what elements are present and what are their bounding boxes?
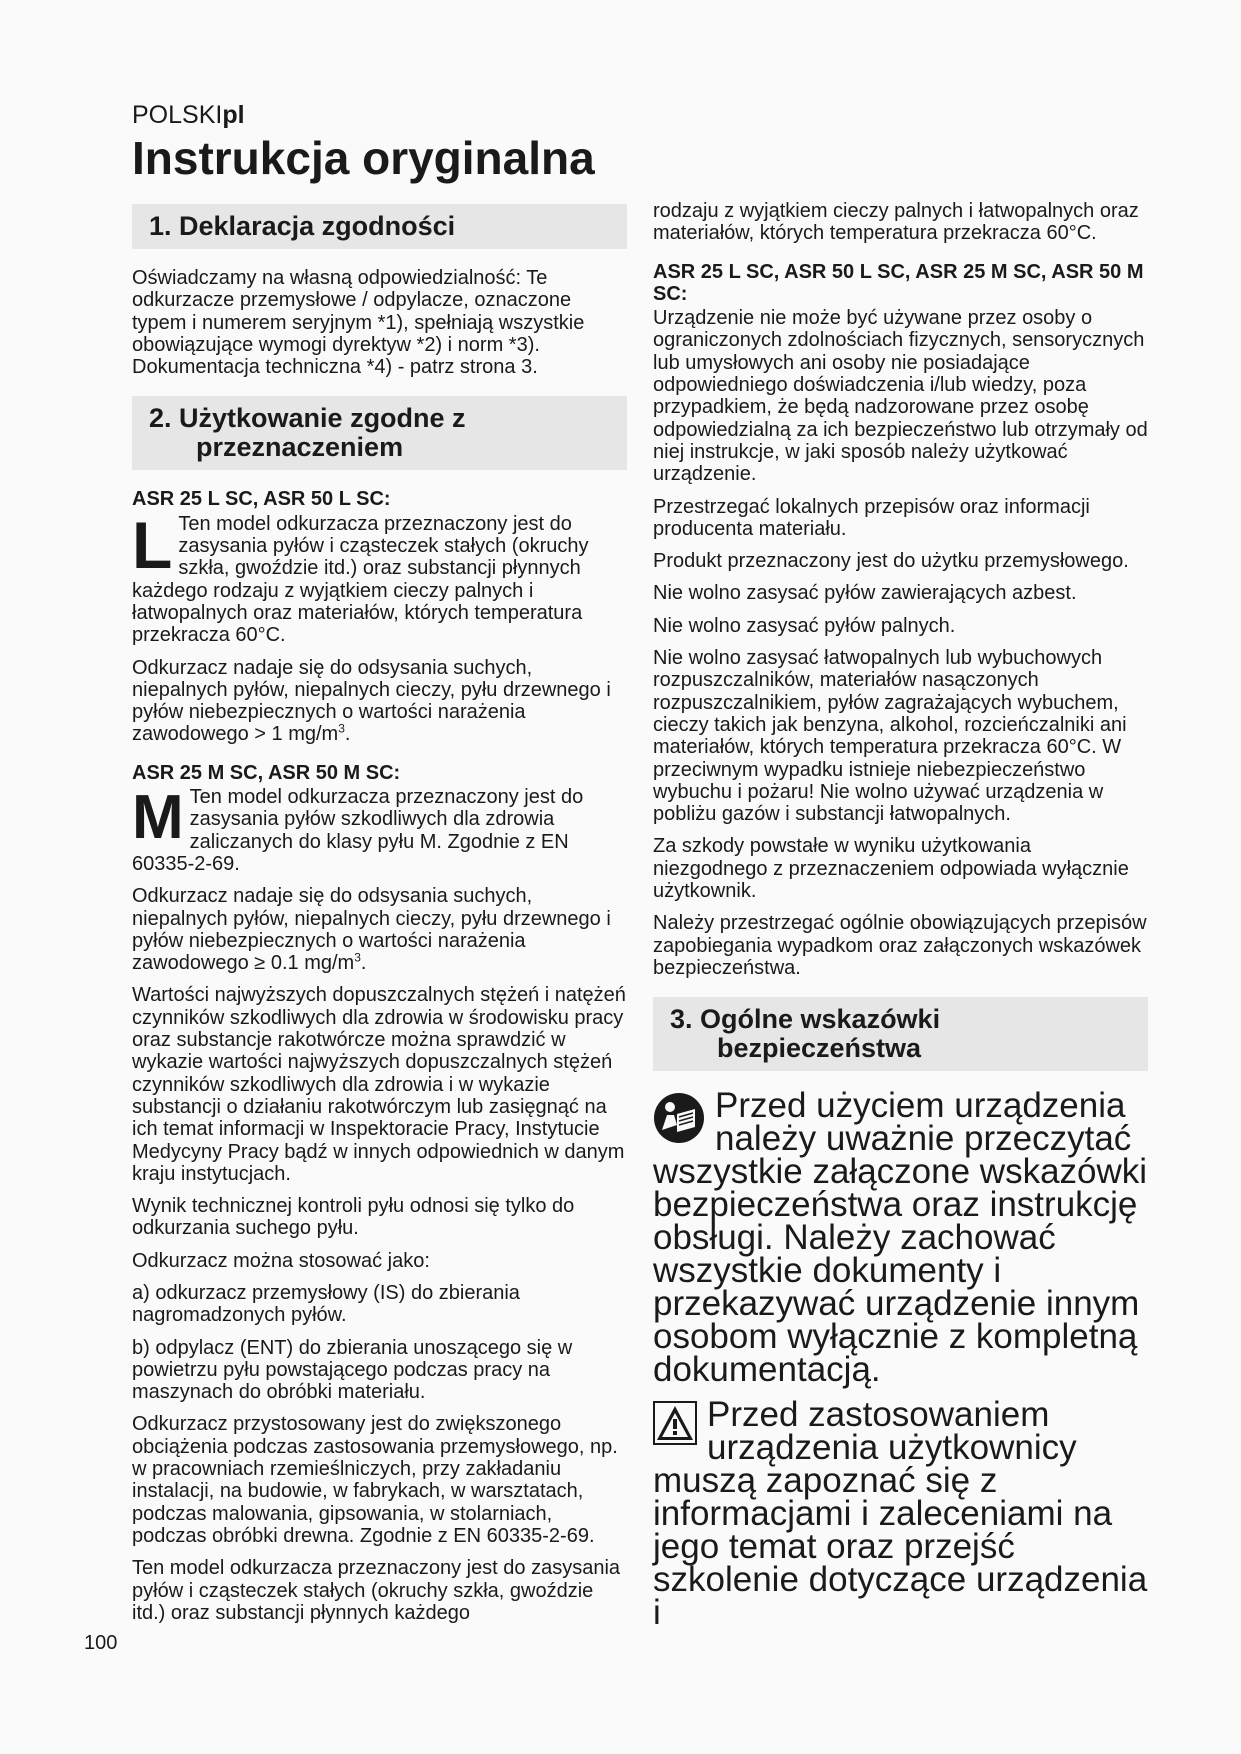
language-label: POLSKIpl (132, 101, 245, 129)
dust-class-l-icon: L (132, 507, 173, 582)
m-suction-text: Odkurzacz nadaje się do odsysania suchych, niepalnych pyłów, niepalnych cieczy, pyłu drzewnego i pyłów niebezpiecznych o wartości narażenia zawodowego ≥ 0.1 $mg/m^3$. (132, 885, 611, 975)
read-manual-icon (653, 1092, 705, 1149)
adapted-text: Odkurzacz przystosowany jest do zwiększonego obciążenia podczas zastosowania przemysłowego, np. w pracowniach rzemieślniczych, przy zakładaniu instalacji, na budowie, w fabrykach, w warsztatach, podczas malowania, gipsowania, w stolarniach, podczas obróbki drewna. Zgodnie z EN 60335-2-69. (132, 1413, 618, 1547)
subheading-all-models: ASR 25 L SC, ASR 50 L SC, ASR 25 M SC, ASR 50 M SC: (653, 260, 1144, 305)
dust-test-text: Wynik technicznej kontroli pyłu odnosi się tylko do odkurzania suchego pyłu. (132, 1195, 575, 1240)
m-class-text: M Ten model odkurzacza przeznaczony jest do zasysania pyłów szkodliwych dla zdrowia zaliczanych do klasy pyłu M. Zgodnie z EN 60335-2-69. (132, 783, 584, 875)
accident-rules-text: Należy przestrzegać ogólnie obowiązujących przepisów zapobiegania wypadkom oraz załączonych wskazówek bezpieczeństwa. (653, 912, 1147, 979)
declaration-text: Oświadczamy na własną odpowiedzialność: Te odkurzacze przemysłowe / odpylacze, oznaczone typem i numerem seryjnym *1), spełniają wszystkie obowiązujące wymogi dyrektyw *2) i norm *3). Dokumentacja techniczna *4) - patrz strona 3. (132, 267, 585, 379)
asbestos-text: Nie wolno zasysać pyłów zawierających azbest. (653, 582, 1077, 605)
right-column (653, 200, 1148, 1641)
persons-text: Urządzenie nie może być używane przez osoby o ograniczonych zdolnościach fizycznych, sensorycznych lub umysłowych ani osoby nie posiadające odpowiedniego doświadczenia i/lub wiedzy, poza przypadkiem, że będą nadzorowane przez osobę odpowiedzialną za ich bezpieczeństwo lub otrzymały od niej instrukcje, w jaki sposób należy użytkować urządzenie. (653, 307, 1148, 486)
subheading-l-models: ASR 25 L SC, ASR 50 L SC: (132, 488, 391, 511)
section-1-heading: 1. Deklaracja zgodności (132, 204, 627, 249)
usage-b: b) odpylacz (ENT) do zbierania unoszącego się w powietrzu pyłu powstającego podczas pracy na maszynach do obróbki materiału. (132, 1336, 573, 1404)
flammable-dust-text: Nie wolno zasysać pyłów palnych. (653, 614, 956, 637)
usage-intro: Odkurzacz można stosować jako: (132, 1249, 430, 1272)
dust-class-m-icon: M (132, 783, 184, 853)
l-class-text: L Ten model odkurzacza przeznaczony jest do zasysania pyłów i cząsteczek stałych (okruchy szkła, gwoździe itd.) oraz substancji płynnych każdego rodzaju z wyjątkiem cieczy palnych i łatwopalnych oraz materiałów, których temperatura przekracza 60°C. (132, 507, 589, 647)
warning-triangle-icon (653, 1401, 697, 1450)
industrial-text: Produkt przeznaczony jest do użytku przemysłowego. (653, 550, 1129, 573)
training-warning: Przed zastosowaniem urządzenia użytkownicy muszą zapoznać się z informacjami i zaleceniami na jego temat oraz przejść szkolenie dotyczące urządzenia i (653, 1395, 1148, 1633)
damage-text: Za szkody powstałe w wyniku użytkowania niezgodnego z przeznaczeniem odpowiada wyłącznie użytkownik. (653, 835, 1129, 903)
read-manual-warning: Przed użyciem urządzenia należy uważnie przeczytać wszystkie załączone wskazówki bezpieczeństwa oraz instrukcję obsługi. Należy zachować wszystkie dokumenty i przekazywać urządzenie innym osobom wyłącznie z kompletną dokumentacją. (653, 1086, 1148, 1390)
page-number: 100 (84, 1632, 118, 1654)
continued-text: rodzaju z wyjątkiem cieczy palnych i łatwopalnych oraz materiałów, których temperatura przekracza 60°C. (653, 200, 1139, 245)
model-text: Ten model odkurzacza przeznaczony jest do zasysania pyłów i cząsteczek stałych (okruchy szkła, gwoździe itd.) oraz substancji płynnych każdego (132, 1557, 621, 1624)
section-3-heading: 3. Ogólne wskazówki bezpieczeństwa (653, 997, 1148, 1071)
subheading-m-models: ASR 25 M SC, ASR 50 M SC: (132, 761, 401, 784)
page-title: Instrukcja oryginalna (132, 132, 595, 184)
l-suction-text: Odkurzacz nadaje się do odsysania suchych, niepalnych pyłów, niepalnych cieczy, pyłu drzewnego i pyłów niebezpiecznych o wartości narażenia zawodowego > 1 $mg/m^3$. (132, 656, 611, 746)
local-rules-text: Przestrzegać lokalnych przepisów oraz informacji producenta materiału. (653, 495, 1090, 540)
left-column (132, 204, 627, 1634)
limits-text: Wartości najwyższych dopuszczalnych stężeń i natężeń czynników szkodliwych dla zdrowia w środowisku pracy oraz substancje rakotwórcze można sprawdzić w wykazie wartości najwyższych dopuszczalnych stężeń czynników szkodliwych dla zdrowia i w wykazie substancji o działaniu rakotwórczym lub zasięgnąć na ich temat informacji w Inspektoracie Pracy, Instytucie Medycyny Pracy bądź w innych odpowiednich w danym kraju instytucjach. (132, 984, 626, 1185)
explosive-text: Nie wolno zasysać łatwopalnych lub wybuchowych rozpuszczalników, materiałów nasączonych rozpuszczalnikiem, pyłów zagrażających wybuchem, cieczy takich jak benzyna, alkohol, rozcieńczalniki ani materiałów, których temperatura przekracza 60°C. W przeciwnym wypadku istnieje niebezpieczeństwo wybuchu i pożaru! Nie wolno używać urządzenia w pobliżu gazów i substancji łatwopalnych. (653, 647, 1127, 826)
usage-a: a) odkurzacz przemysłowy (IS) do zbierania nagromadzonych pyłów. (132, 1281, 520, 1327)
section-2-heading: 2. Użytkowanie zgodne z przeznaczeniem (132, 396, 627, 470)
